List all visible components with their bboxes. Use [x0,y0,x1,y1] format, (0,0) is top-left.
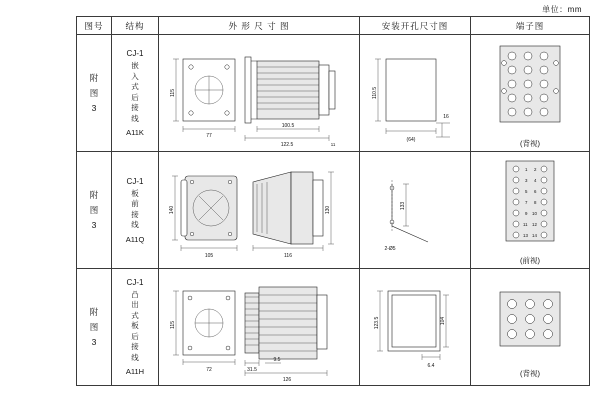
figure-number-cell [77,152,112,269]
table-row [77,269,590,386]
svg-text:126: 126 [282,377,292,383]
outline-drawing-cell-1 [159,35,360,152]
terminal-drawing-cell-3 [471,269,590,386]
terminal-number: 1 [525,166,528,172]
terminal-number: 5 [525,188,528,194]
terminal-diagram-2 [476,155,584,253]
dimension-table [76,16,590,386]
structure-line: 接 [131,342,139,352]
structure-line: 板 [131,321,139,331]
terminal-caption: (前视) [520,255,540,265]
svg-text:72: 72 [206,367,212,373]
structure-line: 板 [131,188,139,198]
table-body [77,35,590,386]
header-row [77,17,590,35]
structure-cell [112,35,159,152]
svg-text:77: 77 [206,133,212,139]
header-outline: 外 形 尺 寸 图 [159,17,360,35]
structure-code: A11H [125,367,145,377]
structure-line: 式 [131,82,139,91]
structure-line: 线 [131,220,139,229]
structure-code: A11Q [125,234,145,244]
mounting-drawing-3 [362,271,468,383]
header-structure: 结构 [112,17,159,35]
table-row [77,35,590,152]
structure-line: 后 [131,92,139,102]
svg-text:123.5: 123.5 [374,316,380,330]
svg-text:122.5: 122.5 [280,142,294,148]
figure-line: 3 [91,102,97,113]
terminal-number: 11 [523,221,528,227]
unit-note: 单位：mm [542,5,582,14]
structure-cell [112,269,159,386]
outline-drawing-cell-3 [159,269,360,386]
terminal-number: 8 [534,199,537,205]
svg-text:2-Ø5: 2-Ø5 [384,246,396,252]
figure-line: 图 [89,321,99,332]
figure-line: 图 [89,204,99,215]
terminal-drawing-cell-2 [471,152,590,269]
structure-line: 式 [131,310,139,320]
svg-text:133: 133 [400,201,406,211]
svg-text:104: 104 [440,316,446,326]
table-row [77,152,590,269]
svg-text:6.4: 6.4 [427,363,435,369]
structure-line: 线 [131,113,139,123]
structure-line: 线 [131,352,139,362]
outline-drawing-3 [161,271,357,383]
svg-text:140: 140 [169,205,175,215]
structure-line: 接 [131,103,139,112]
svg-text:115: 115 [170,89,176,97]
model-label: CJ-1 [126,176,144,186]
svg-text:100.5: 100.5 [281,123,295,129]
terminal-number: 7 [525,199,528,205]
terminal-number: 12 [532,221,537,227]
mounting-drawing-cell-3 [360,269,471,386]
figure-line: 附 [89,72,99,83]
structure-line: 嵌 [131,61,139,70]
terminal-number: 3 [525,177,528,183]
svg-text:116: 116 [284,253,292,259]
terminal-number: 2 [534,166,537,172]
terminal-number: 13 [523,232,528,238]
mounting-drawing-cell-1 [360,35,471,152]
svg-text:11: 11 [330,142,336,147]
structure-line: 接 [131,209,139,219]
svg-text:115: 115 [170,321,176,329]
header-figure: 图号 [77,17,112,35]
figure-line: 附 [89,189,99,200]
terminal-number: 4 [534,177,537,183]
terminal-caption: (背视) [520,368,540,378]
svg-text:16: 16 [443,114,449,120]
svg-text:31.5: 31.5 [247,367,257,373]
svg-text:110.5: 110.5 [372,86,378,100]
figure-line: 3 [91,336,97,347]
terminal-diagram-3 [476,276,584,366]
figure-line: 附 [89,306,99,317]
terminal-caption: (背视) [520,138,540,148]
structure-line: 前 [131,199,139,208]
mounting-drawing-1 [362,37,468,149]
structure-line: 后 [131,331,139,341]
table-header [77,17,590,35]
terminal-number: 14 [532,232,537,238]
structure-code: A11K [126,128,144,137]
mounting-drawing-2 [362,154,468,266]
model-label: CJ-1 [126,277,144,287]
terminal-number: 10 [532,210,537,216]
terminal-drawing-cell-1 [471,35,590,152]
svg-text:105: 105 [204,253,214,259]
structure-cell [112,152,159,269]
terminal-diagram-1 [476,38,584,136]
outline-drawing-1 [161,37,357,149]
header-mounting: 安装开孔尺寸图 [360,17,471,35]
structure-line: 出 [131,300,139,310]
figure-number-cell [77,35,112,152]
terminal-number: 9 [525,210,528,216]
structure-line: 凸 [131,289,139,299]
outline-drawing-2 [161,154,357,266]
svg-text:130: 130 [325,205,331,215]
structure-line: 入 [131,71,139,81]
outline-drawing-cell-2 [159,152,360,269]
svg-text:9.5: 9.5 [273,357,281,363]
figure-number-cell [77,269,112,386]
mounting-drawing-cell-2 [360,152,471,269]
model-label: CJ-1 [126,49,144,58]
figure-line: 3 [91,219,97,230]
header-terminal: 端子图 [471,17,590,35]
terminal-number: 6 [534,188,537,194]
figure-line: 图 [89,87,99,98]
svg-text:(64): (64) [406,137,416,143]
